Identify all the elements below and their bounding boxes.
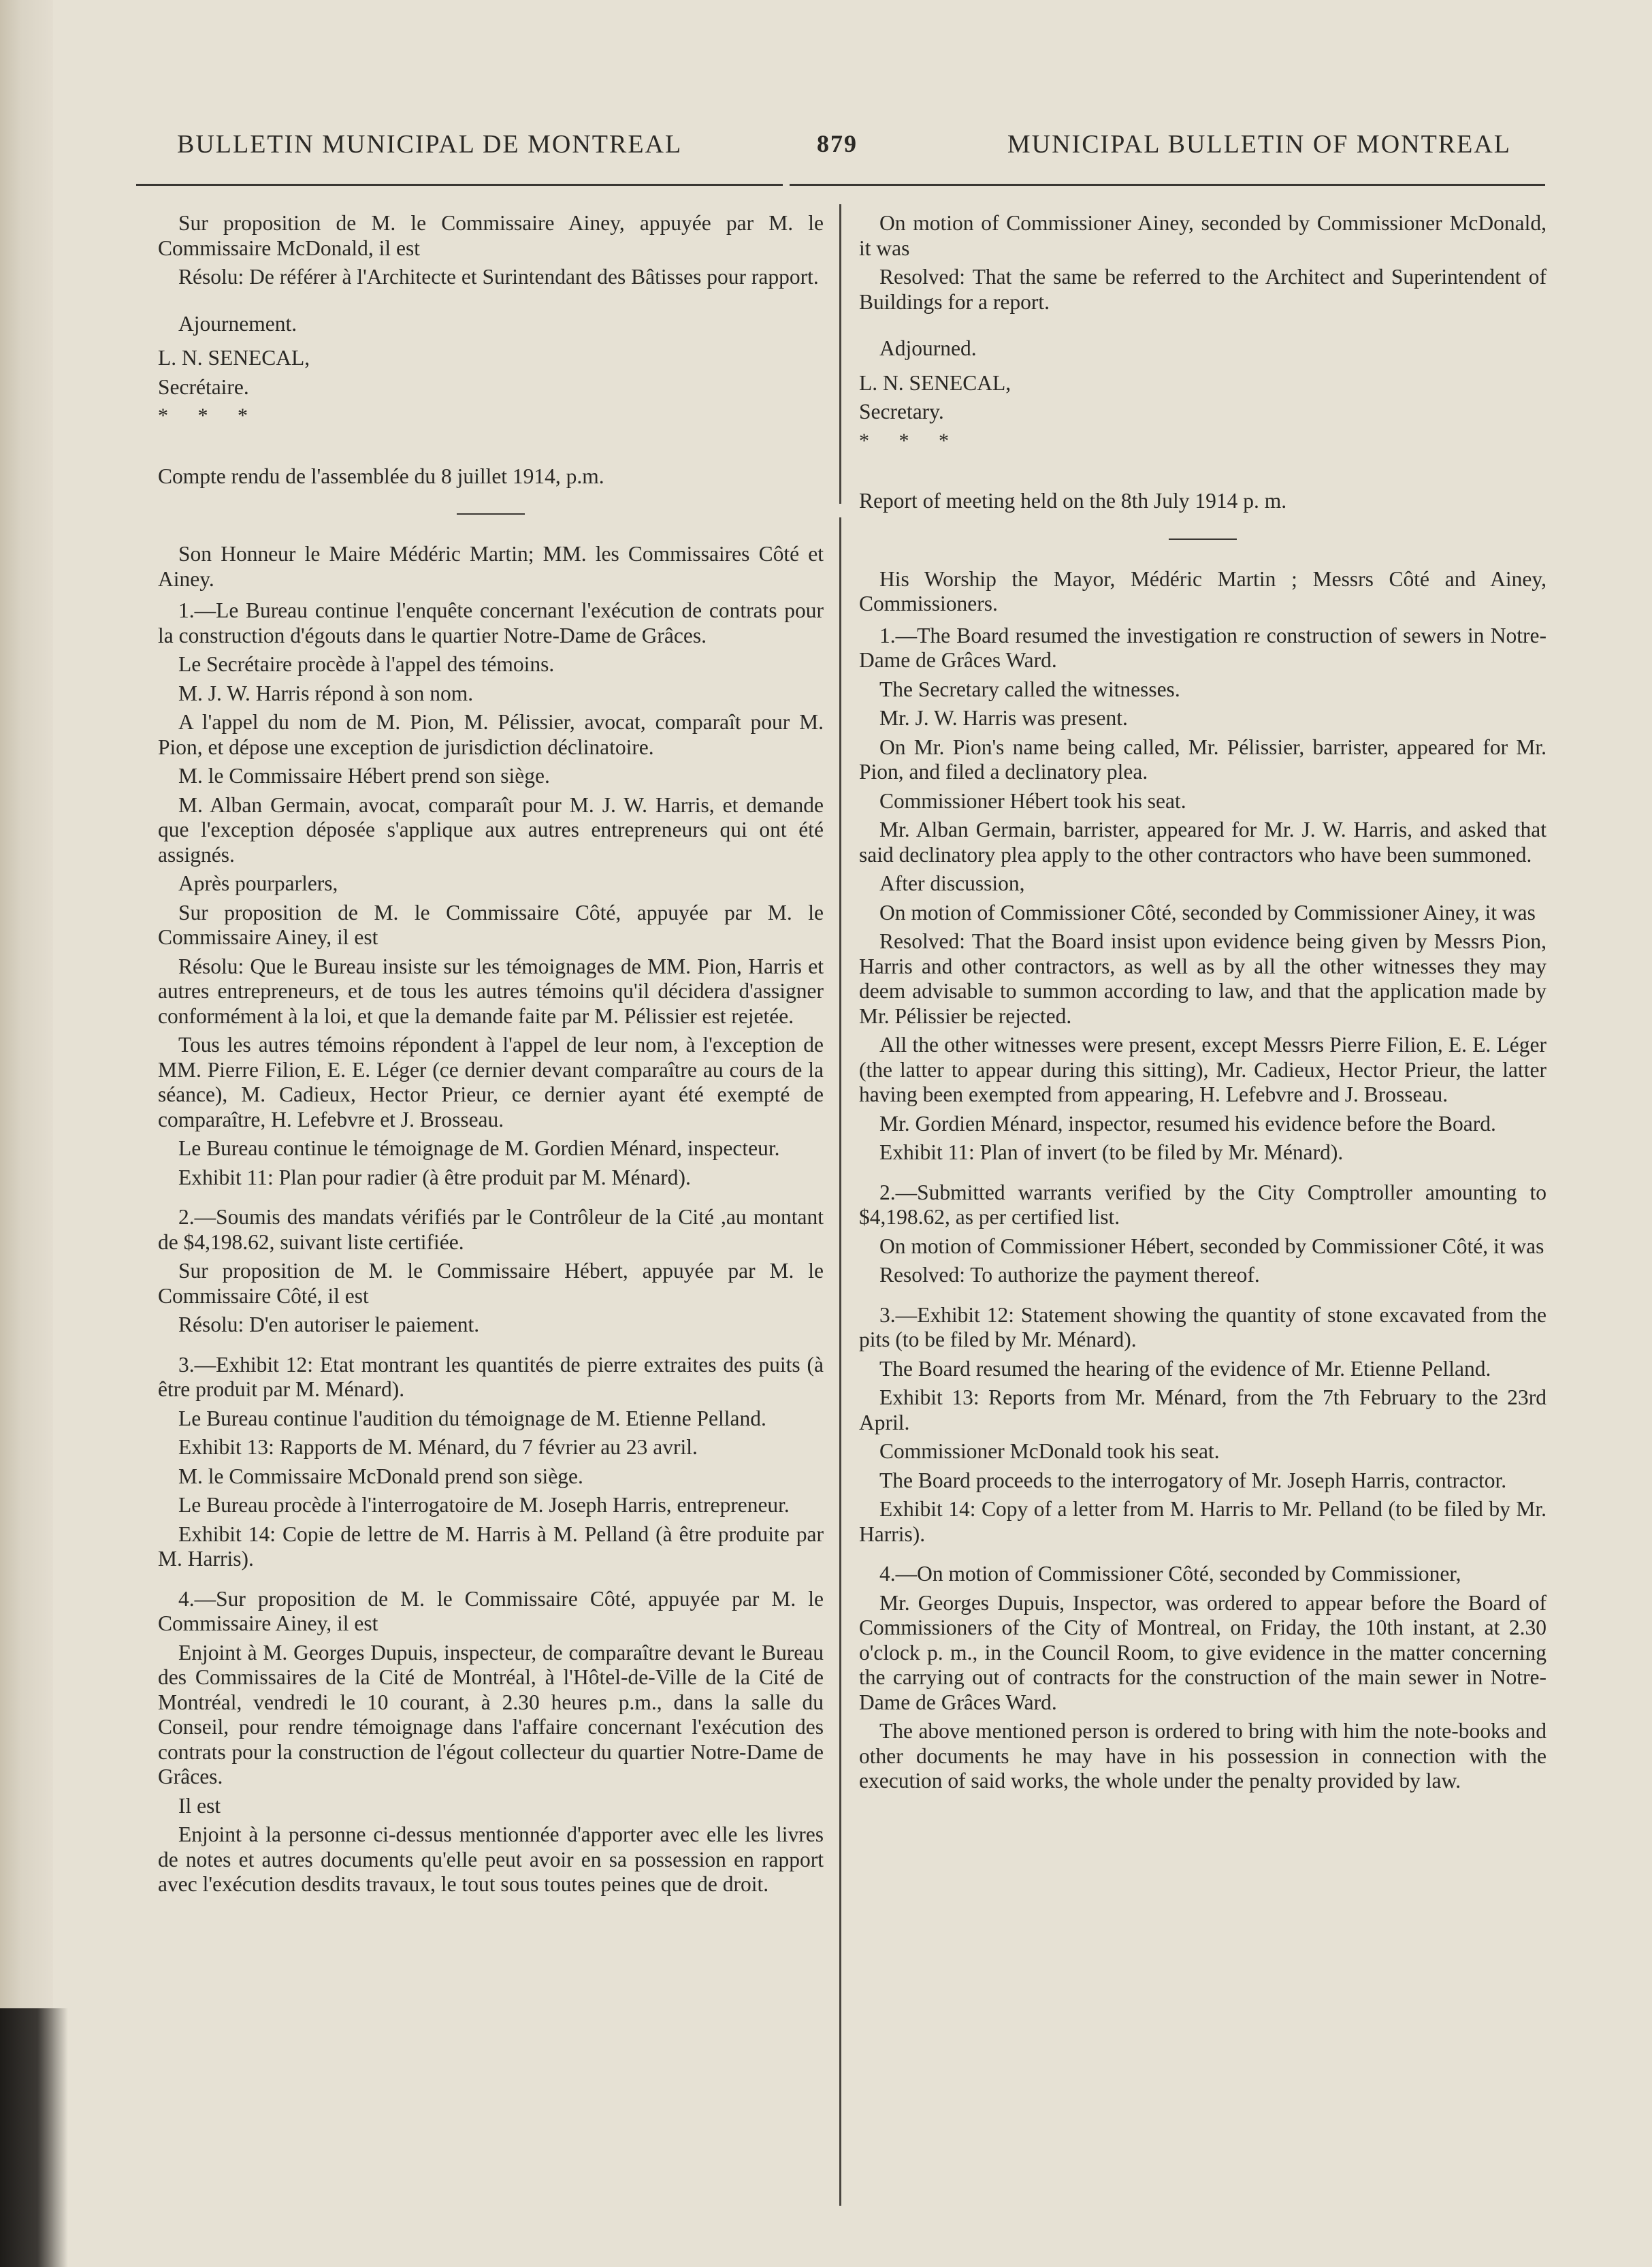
en-item3-a: 3.—Exhibit 12: Statement showing the quantity of stone excavated from the pits (to be filed by Mr. Ménard). — [859, 1302, 1546, 1351]
en-item3-b: The Board resumed the hearing of the evidence of Mr. Etienne Pelland. — [879, 1356, 1491, 1381]
en-item2-c: Resolved: To authorize the payment thereof. — [879, 1263, 1260, 1287]
en-adjournment: Adjourned. — [879, 336, 977, 360]
en-item1-f: Mr. Alban Germain, barrister, appeared for Mr. J. W. Harris, and asked that said declinatory plea apply to the other contractors who have been summoned. — [859, 818, 1546, 867]
column-divider-bottom — [839, 517, 841, 2206]
fr-item3-e: Le Bureau procède à l'interrogatoire de M. Joseph Harris, entrepreneur. — [178, 1493, 790, 1517]
fr-item4-a: 4.—Sur proposition de M. le Commissaire Côté, appuyée par M. le Commissaire Ainey, il est — [158, 1586, 824, 1635]
en-item1-d: On Mr. Pion's name being called, Mr. Pélissier, barrister, appeared for Mr. Pion, and filed a declinatory plea. — [859, 735, 1546, 784]
fr-item3-d: M. le Commissaire McDonald prend son siège. — [178, 1464, 583, 1488]
fr-section-stars: * * * — [158, 404, 260, 427]
fr-item1-i: Résolu: Que le Bureau insiste sur les témoignages de MM. Pion, Harris et autres entrepreneurs, et de tous les autres témoins qu'il décidera d'assigner conformément à la loi, et que la demande faite par M. Pélissier est rejetée. — [158, 954, 824, 1028]
fr-item1-e: M. le Commissaire Hébert prend son siège. — [178, 764, 550, 788]
fr-report-title: Compte rendu de l'assemblée du 8 juillet 1914, p.m. — [158, 464, 604, 488]
fr-item1-g: Après pourparlers, — [178, 871, 338, 895]
english-column — [859, 211, 1546, 1798]
en-item3-f: Exhibit 14: Copy of a letter from M. Harris to Mr. Pelland (to be filed by Mr. Harris). — [859, 1497, 1546, 1546]
en-item4-a: 4.—On motion of Commissioner Côté, seconded by Commissioner, — [879, 1562, 1461, 1586]
header-right-title: MUNICIPAL BULLETIN OF MONTREAL — [1007, 130, 1511, 159]
fr-item3-b: Le Bureau continue l'audition du témoignage de M. Etienne Pelland. — [178, 1406, 766, 1430]
en-item1-c: Mr. J. W. Harris was present. — [879, 706, 1128, 730]
en-item1-j: All the other witnesses were present, except Messrs Pierre Filion, E. E. Léger (the latter to appear during this sitting), Mr. Cadieux, Hector Prieur, the latter having been exempted from appearing, H. Lefebvre and J. Brosseau. — [859, 1033, 1546, 1106]
en-item1-i: Resolved: That the Board insist upon evidence being given by Messrs Pion, Harris and other contractors, as well as by all the other witnesses they may deem advisable to summon according to law, and that the application made by Mr. Pélissier be rejected. — [859, 929, 1546, 1028]
fr-title-rule — [457, 513, 525, 515]
fr-adjournment: Ajournement. — [178, 311, 297, 336]
fr-item4-c: Il est — [178, 1793, 221, 1818]
fr-item3-f: Exhibit 14: Copie de lettre de M. Harris à M. Pelland (à être produite par M. Harris). — [158, 1522, 824, 1571]
fr-item4-d: Enjoint à la personne ci-dessus mentionnée d'apporter avec elle les livres de notes et autres documents qu'elle peut avoir en sa possession en rapport avec l'exécution desdits travaux, le tout sous toutes peines que de droit. — [158, 1822, 824, 1896]
fr-item3-c: Exhibit 13: Rapports de M. Ménard, du 7 février au 23 avril. — [178, 1435, 698, 1459]
page-header — [136, 129, 1552, 170]
en-item1-k: Mr. Gordien Ménard, inspector, resumed his evidence before the Board. — [879, 1111, 1496, 1136]
en-title-rule — [1169, 538, 1237, 540]
header-rule-right — [790, 184, 1545, 186]
en-report-title: Report of meeting held on the 8th July 1914 p. m. — [859, 489, 1287, 513]
fr-item1-b: Le Secrétaire procède à l'appel des témoins. — [178, 652, 555, 676]
en-item2-b: On motion of Commissioner Hébert, seconded by Commissioner Côté, it was — [879, 1234, 1544, 1258]
en-item1-e: Commissioner Hébert took his seat. — [879, 788, 1186, 813]
fr-item1-c: M. J. W. Harris répond à son nom. — [178, 681, 474, 705]
fr-item1-f: M. Alban Germain, avocat, comparaît pour M. J. W. Harris, et demande que l'exception déposée s'applique aux autres entrepreneurs qui ont été assignés. — [158, 792, 824, 867]
fr-item1-d: A l'appel du nom de M. Pion, M. Pélissier, avocat, comparaît pour M. Pion, et dépose une exception de jurisdiction déclinatoire. — [158, 710, 824, 759]
header-rule-left — [136, 184, 783, 186]
en-item3-e: The Board proceeds to the interrogatory of Mr. Joseph Harris, contractor. — [879, 1468, 1507, 1492]
en-item1-l: Exhibit 11: Plan of invert (to be filed by Mr. Ménard). — [879, 1140, 1344, 1164]
fr-item4-b: Enjoint à M. Georges Dupuis, inspecteur, de comparaître devant le Bureau des Commissaires de la Cité de Montréal, à l'Hôtel-de-Ville de la Cité de Montréal, vendredi le 10 courant, à 2.30 heures p.m., dans la salle du Conseil, pour rendre témoignage dans l'affaire concernant l'exécution des contrats pour la construction de l'égout collecteur du quartier Notre-Dame de Grâces. — [158, 1640, 824, 1788]
fr-item1-a: 1.—Le Bureau continue l'enquête concernant l'exécution de contrats pour la construction d'égouts dans le quartier Notre-Dame de Grâces. — [158, 598, 824, 647]
fr-item1-h: Sur proposition de M. le Commissaire Côté, appuyée par M. le Commissaire Ainey, il est — [158, 900, 824, 949]
en-item1-g: After discussion, — [879, 871, 1025, 895]
fr-item1-j: Tous les autres témoins répondent à l'appel de leur nom, à l'exception de MM. Pierre Filion, E. E. Léger (ce dernier devant comparaître au cours de la séance), M. Cadieux, Hector Prieur, ce dernier ayant été exempté de comparaître, H. Lefebvre et J. Brosseau. — [158, 1033, 824, 1131]
fr-present: Son Honneur le Maire Médéric Martin; MM. les Commissaires Côté et Ainey. — [158, 542, 824, 591]
en-item4-b: Mr. Georges Dupuis, Inspector, was ordered to appear before the Board of Commissioners of the City of Montreal, on Friday, the 10th instant, at 2.30 o'clock p. m., in the Council Room, to give evidence in the matter concerning the carrying out of contracts for the construction of the main sewer in Notre-Dame de Grâces Ward. — [859, 1590, 1546, 1714]
french-column — [158, 211, 824, 1901]
en-item1-h: On motion of Commissioner Côté, seconded by Commissioner Ainey, it was — [879, 900, 1536, 925]
fr-resolution-1: Résolu: De référer à l'Architecte et Surintendant des Bâtisses pour rapport. — [178, 265, 819, 289]
fr-item1-l: Exhibit 11: Plan pour radier (à être produit par M. Ménard). — [178, 1165, 691, 1189]
en-section-stars: * * * — [859, 429, 961, 452]
fr-motion-1: Sur proposition de M. le Commissaire Ainey, appuyée par M. le Commissaire McDonald, il est — [158, 211, 824, 260]
en-signature-name: L. N. SENECAL, — [859, 370, 1011, 395]
fr-item3-a: 3.—Exhibit 12: Etat montrant les quantités de pierre extraites des puits (à être produit par M. Ménard). — [158, 1352, 824, 1401]
en-item4-d: The above mentioned person is ordered to bring with him the note-books and other documents he may have in his possession in connection with the execution of said works, the whole under the penalty provided by law. — [859, 1719, 1546, 1792]
fr-item2-c: Résolu: D'en autoriser le paiement. — [178, 1313, 480, 1336]
en-motion-1: On motion of Commissioner Ainey, seconded by Commissioner McDonald, it was — [859, 211, 1546, 260]
book-spine-shadow — [0, 0, 53, 2267]
en-item3-c: Exhibit 13: Reports from Mr. Ménard, from the 7th February to the 23rd April. — [859, 1385, 1546, 1434]
column-divider-top — [839, 204, 841, 504]
en-resolution-1: Resolved: That the same be referred to the Architect and Superintendent of Buildings for a report. — [859, 265, 1546, 314]
en-item1-b: The Secretary called the witnesses. — [879, 677, 1180, 701]
fr-signature-name: L. N. SENECAL, — [158, 346, 310, 370]
en-item1-a: 1.—The Board resumed the investigation re construction of sewers in Notre-Dame de Grâces Ward. — [859, 623, 1546, 672]
en-item2-a: 2.—Submitted warrants verified by the City Comptroller amounting to $4,198.62, as per certified list. — [859, 1180, 1546, 1229]
header-left-title: BULLETIN MUNICIPAL DE MONTREAL — [177, 130, 683, 159]
fr-item2-a: 2.—Soumis des mandats vérifiés par le Contrôleur de la Cité ,au montant de $4,198.62, suivant liste certifiée. — [158, 1205, 824, 1254]
fr-item1-k: Le Bureau continue le témoignage de M. Gordien Ménard, inspecteur. — [178, 1136, 780, 1160]
en-item3-d: Commissioner McDonald took his seat. — [879, 1439, 1220, 1463]
fr-signature-title: Secrétaire. — [158, 374, 249, 399]
binding-dark-edge — [0, 2008, 68, 2267]
fr-item2-b: Sur proposition de M. le Commissaire Hébert, appuyée par M. le Commissaire Côté, il est — [158, 1259, 824, 1308]
page-number: 879 — [817, 130, 858, 157]
en-present: His Worship the Mayor, Médéric Martin ; Messrs Côté and Ainey, Commissioners. — [859, 566, 1546, 615]
en-signature-title: Secretary. — [859, 400, 944, 423]
